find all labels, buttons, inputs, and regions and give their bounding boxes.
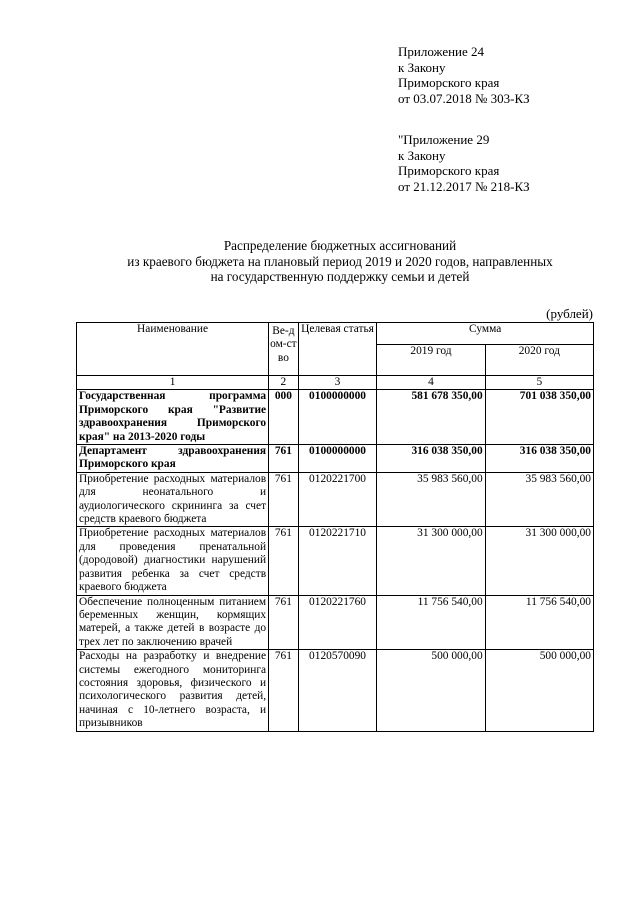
row-sum-2019: 11 756 540,00	[377, 595, 485, 650]
row-ved: 761	[269, 472, 299, 527]
header-line: "Приложение 29	[398, 132, 490, 147]
row-sum-2019: 35 983 560,00	[377, 472, 485, 527]
header-line: к Закону	[398, 59, 446, 75]
row-sum-2020: 500 000,00	[485, 650, 593, 731]
table-row	[77, 445, 594, 473]
table-row	[77, 527, 594, 595]
row-ved: 761	[269, 650, 299, 731]
header-line: от 03.07.2018 № 303-КЗ	[398, 90, 530, 106]
row-name: Приобретение расходных материалов для проведения пренатальной (дородовой) диагностики нарушений развития ребенка за счет средств краевого бюджета	[77, 527, 269, 595]
row-article: 0100000000	[298, 445, 377, 473]
header-line: от 21.12.2017 № 218-КЗ	[398, 178, 530, 194]
row-ved: 000	[269, 390, 299, 445]
row-ved: 761	[269, 595, 299, 650]
col-number: 5	[485, 376, 593, 390]
row-article: 0120570090	[298, 650, 377, 731]
header-line: к Закону	[398, 147, 446, 163]
row-sum-2019: 31 300 000,00	[377, 527, 485, 595]
header-line: Приморского края	[398, 163, 500, 178]
header-year-2020: 2020 год	[485, 345, 593, 376]
budget-table	[76, 322, 594, 732]
row-article: 0100000000	[298, 390, 377, 445]
row-sum-2019: 316 038 350,00	[377, 445, 485, 473]
row-sum-2019: 500 000,00	[377, 650, 485, 731]
row-article: 0120221710	[298, 527, 377, 595]
approval-header-1	[398, 44, 628, 106]
col-number: 1	[77, 376, 269, 390]
row-name: Расходы на разработку и внедрение системы ежегодного мониторинга состояния здоровья, физического и психологического развития детей, начиная с 10-летнего возраста, и призывников	[77, 650, 269, 731]
row-name: Департамент здравоохранения Приморского края	[77, 445, 269, 473]
row-sum-2020: 35 983 560,00	[485, 472, 593, 527]
row-article: 0120221760	[298, 595, 377, 650]
table-row	[77, 472, 594, 527]
col-number: 2	[269, 376, 299, 390]
row-sum-2020: 701 038 350,00	[485, 390, 593, 445]
title-line-3: на государственную поддержку семьи и детей	[210, 269, 470, 284]
row-ved: 761	[269, 445, 299, 473]
header-line: Приморского края	[398, 75, 500, 90]
col-number: 4	[377, 376, 485, 390]
row-sum-2020: 31 300 000,00	[485, 527, 593, 595]
row-sum-2020: 316 038 350,00	[485, 445, 593, 473]
table-row	[77, 650, 594, 731]
header-year-2019: 2019 год	[377, 345, 485, 376]
header-sum: Сумма	[377, 323, 594, 345]
row-name: Государственная программа Приморского края "Развитие здравоохранения Приморского края" на 2013-2020 годы	[77, 390, 269, 445]
row-name: Приобретение расходных материалов для неонатального и аудиологического скрининга за счет средств краевого бюджета	[77, 472, 269, 527]
title-line-1: Распределение бюджетных ассигнований	[223, 238, 457, 253]
header-ved: Ве-дом-ство	[269, 323, 299, 376]
header-name: Наименование	[77, 323, 269, 376]
title-line-2: из краевого бюджета на плановый период 2019 и 2020 годов, направленных	[127, 253, 553, 269]
document-title	[60, 238, 620, 285]
row-sum-2019: 581 678 350,00	[377, 390, 485, 445]
approval-header-2	[398, 132, 628, 194]
row-sum-2020: 11 756 540,00	[485, 595, 593, 650]
row-name: Обеспечение полноценным питанием беременных женщин, кормящих матерей, а также детей в возрасте до трех лет по заключению врачей	[77, 595, 269, 650]
header-line: Приложение 24	[398, 44, 485, 59]
row-article: 0120221700	[298, 472, 377, 527]
table-row	[77, 595, 594, 650]
col-number: 3	[298, 376, 377, 390]
header-article: Целевая статья	[298, 323, 377, 376]
units-label: (рублей)	[546, 306, 593, 321]
row-ved: 761	[269, 527, 299, 595]
table-row	[77, 390, 594, 445]
